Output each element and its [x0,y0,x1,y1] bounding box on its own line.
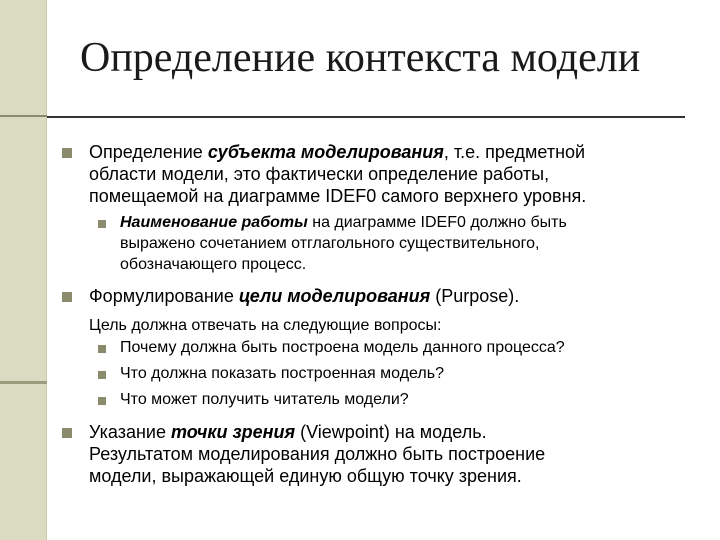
question-item: Почему должна быть построена модель данного процесса? [120,339,565,356]
item-subject [89,141,709,207]
item-viewpoint-line3: модели, выражающей единую общую точку зрения. [89,466,522,486]
item-viewpoint-emphasis: точки зрения [170,422,296,442]
bullet-square-icon [98,371,106,379]
item-subject-line2: области модели, это фактически определение работы, [89,164,550,184]
left-decorative-band [0,0,47,540]
item-viewpoint-line1 [89,421,709,443]
item-viewpoint [89,421,709,487]
item-purpose-emphasis: цели моделирования [238,286,431,306]
bullet-square-icon [98,220,106,228]
item-viewpoint-prefix: Указание [89,422,171,442]
item-purpose-suffix: (Purpose). [430,286,520,306]
item-viewpoint-line2: Результатом моделирования должно быть построение [89,444,546,464]
subitem-action-suffix: на диаграмме IDEF0 должно быть [307,214,567,231]
subitem-action-line3: обозначающего процесс. [120,256,307,273]
title-underline [47,116,685,118]
band-divider-bottom [0,381,47,384]
purpose-intro: Цель должна отвечать на следующие вопросы: [89,317,442,334]
subitem-action-emphasis: Наименование работы [120,214,308,231]
slide-title: Определение контекста модели [80,35,641,81]
subitem-action-name [120,212,710,275]
left-band-edge [46,0,47,540]
item-subject-line3: помещаемой на диаграмме IDEF0 самого верхнего уровня. [89,186,587,206]
bullet-square-icon [62,148,72,158]
bullet-square-icon [98,345,106,353]
item-purpose-prefix: Формулирование [89,286,239,306]
item-subject-line1 [89,141,709,163]
item-subject-emphasis: субъекта моделирования [207,142,444,162]
question-item: Что должна показать построенная модель? [120,365,444,382]
subitem-action-line1 [120,212,710,233]
item-subject-prefix: Определение [89,142,208,162]
item-purpose [89,285,709,307]
subitem-action-line2: выражено сочетанием отглагольного существительного, [120,235,540,252]
bullet-square-icon [62,428,72,438]
band-divider-top [0,115,47,117]
item-subject-suffix: , т.е. предметной [443,142,586,162]
bullet-square-icon [98,397,106,405]
question-item: Что может получить читатель модели? [120,391,409,408]
bullet-square-icon [62,292,72,302]
item-viewpoint-suffix: (Viewpoint) на модель. [295,422,487,442]
